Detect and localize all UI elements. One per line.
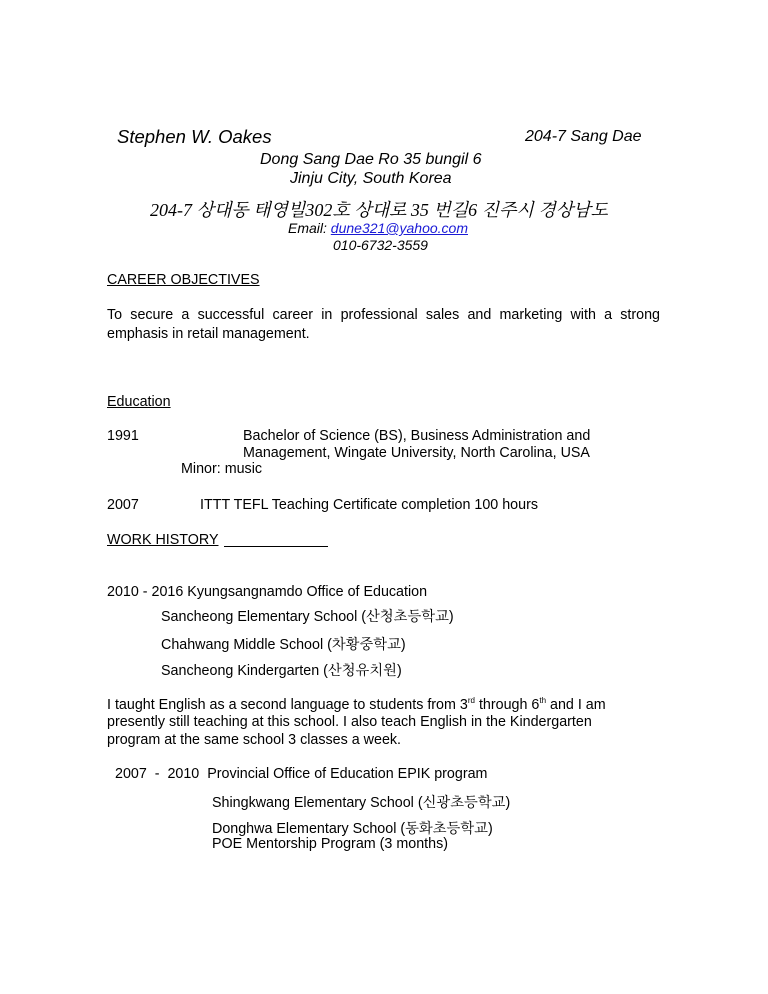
address-line-1: 204-7 Sang Dae (525, 128, 642, 145)
work-history-heading: WORK HISTORY (107, 532, 219, 548)
career-objectives-text: To secure a successful career in professional sales and marketing with a strong emphasis in retail management. (107, 307, 660, 342)
job-1-school-1: Sancheong Elementary School (산청초등학교) (161, 609, 454, 625)
resume-name: Stephen W. Oakes (117, 126, 272, 147)
desc-part-c: and I am (546, 697, 606, 713)
heading-underline-rule (224, 546, 328, 547)
job-1-title: 2010 - 2016 Kyungsangnamdo Office of Education (107, 584, 428, 600)
desc-part-a: I taught English as a second language to students from 3 (107, 697, 468, 713)
desc-sup-rd: rd (467, 696, 475, 706)
job-1-school-3: Sancheong Kindergarten (산청유치원) (161, 663, 402, 679)
job-2-school-2: Donghwa Elementary School (동화초등학교) (212, 821, 493, 837)
education-year-1991: 1991 (107, 428, 139, 444)
job-1-school-2: Chahwang Middle School (차황중학교) (161, 637, 406, 653)
education-year-2007: 2007 (107, 497, 139, 513)
education-certificate: ITTT TEFL Teaching Certificate completion 100 hours (200, 497, 538, 513)
education-minor: Minor: music (181, 461, 263, 477)
job-1-description-line-1 (107, 697, 606, 713)
korean-address: 204-7 상대동 태영빌302호 상대로 35 번길6 진주시 경상남도 (150, 200, 608, 220)
job-1-description-line-2: presently still teaching at this school. I also teach English in the Kindergarten (107, 714, 592, 730)
address-line-3: Jinju City, South Korea (290, 170, 452, 187)
job-2-school-1: Shingkwang Elementary School (신광초등학교) (212, 795, 511, 811)
email-line (288, 220, 468, 236)
email-link[interactable]: dune321@yahoo.com (330, 220, 468, 236)
education-degree-line-1: Bachelor of Science (BS), Business Administration and (243, 428, 591, 444)
address-line-2: Dong Sang Dae Ro 35 bungil 6 (260, 151, 482, 168)
desc-part-b: through 6 (474, 697, 540, 713)
education-heading: Education (107, 394, 171, 410)
phone-number: 010-6732-3559 (333, 237, 428, 253)
desc-sup-th: th (539, 696, 547, 706)
education-degree-line-2: Management, Wingate University, North Carolina, USA (243, 445, 590, 461)
email-label: Email: (288, 220, 331, 236)
job-2-program: POE Mentorship Program (3 months) (212, 836, 448, 852)
job-2-title: 2007 - 2010 Provincial Office of Education EPIK program (115, 766, 488, 782)
job-1-description-line-3: program at the same school 3 classes a week. (107, 732, 402, 748)
career-objectives-heading: CAREER OBJECTIVES (107, 272, 260, 288)
